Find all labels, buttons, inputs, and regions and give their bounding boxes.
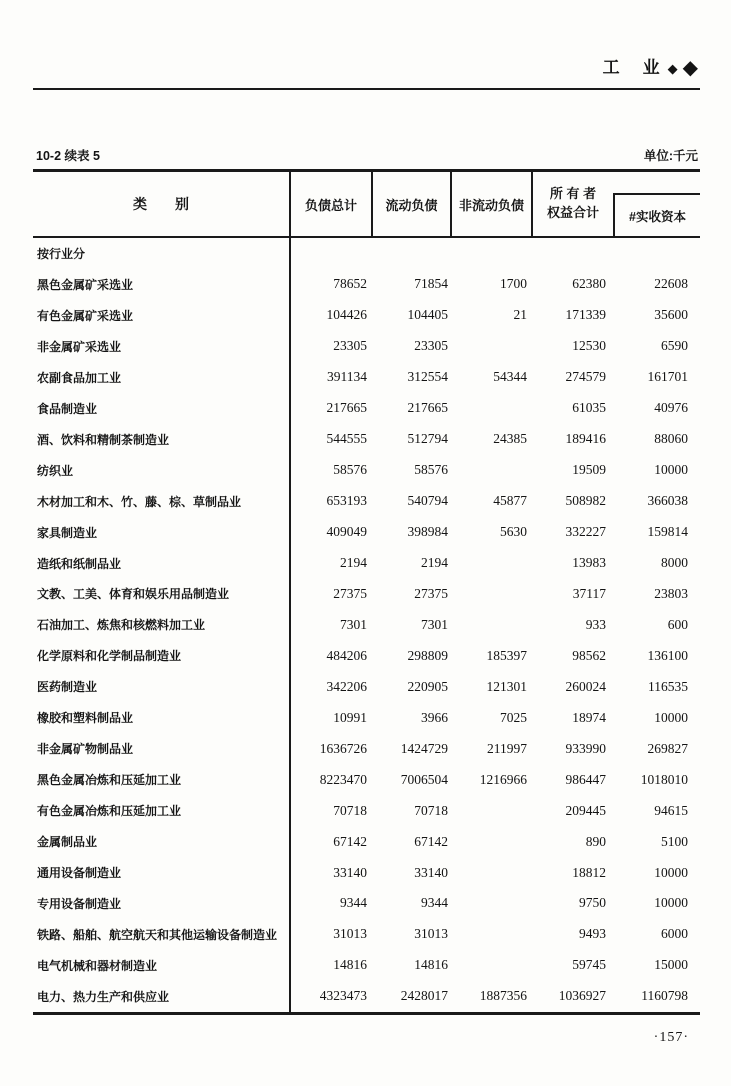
cell-value: 159814 [647, 524, 688, 540]
cell-value: 161701 [647, 369, 688, 385]
cell-value: 58576 [333, 462, 367, 478]
cell-value: 67142 [333, 833, 367, 849]
cell-value: 9750 [579, 895, 606, 911]
cell-value: 104426 [326, 307, 367, 323]
row-label: 有色金属矿采选业 [33, 300, 291, 331]
cell-value: 189416 [565, 431, 606, 447]
cell-value: 9493 [579, 926, 606, 942]
row-label: 电力、热力生产和供应业 [33, 981, 291, 1012]
table-meta [36, 146, 698, 164]
page-number: ·157· [653, 1030, 689, 1045]
paid-in-capital-label: #实收资本 [613, 193, 700, 236]
row-label: 有色金属冶炼和压延加工业 [33, 795, 291, 826]
row-label: 通用设备制造业 [33, 857, 291, 888]
cell-value: 14816 [333, 957, 367, 973]
row-label: 医药制造业 [33, 671, 291, 702]
cell-value: 1887356 [479, 988, 527, 1004]
cell-value: 136100 [647, 647, 688, 663]
cell-value: 54344 [493, 369, 527, 385]
row-label: 黑色金属矿采选业 [33, 269, 291, 300]
cell-value: 7301 [421, 616, 448, 632]
cell-value: 94615 [654, 802, 688, 818]
cell-value: 1160798 [641, 988, 688, 1004]
cell-value: 23803 [654, 585, 688, 601]
cell-value: 10000 [654, 864, 688, 880]
corner-title-text: 工 业 [602, 58, 663, 77]
cell-value: 27375 [333, 585, 367, 601]
cell-value: 933990 [565, 740, 606, 756]
cell-value: 70718 [414, 802, 448, 818]
data-table [33, 169, 700, 1015]
cell-value: 19509 [572, 462, 606, 478]
cell-value: 342206 [326, 678, 367, 694]
table-row [33, 671, 700, 702]
cell-value: 24385 [493, 431, 527, 447]
table-row [33, 238, 700, 269]
cell-value: 9344 [421, 895, 448, 911]
cell-value: 512794 [407, 431, 448, 447]
row-label: 铁路、船舶、航空航天和其他运输设备制造业 [33, 919, 291, 950]
cell-value: 116535 [648, 678, 688, 694]
table-row [33, 269, 700, 300]
table-row [33, 640, 700, 671]
cell-value: 332227 [565, 524, 606, 540]
row-label: 木材加工和木、竹、藤、棕、草制品业 [33, 486, 291, 517]
cell-value: 27375 [414, 585, 448, 601]
cell-value: 18812 [572, 864, 606, 880]
owners-equity-line1: 所 有 者 [549, 186, 597, 202]
cell-value: 10000 [654, 895, 688, 911]
row-label: 文教、工美、体育和娱乐用品制造业 [33, 578, 291, 609]
cell-value: 98562 [572, 647, 606, 663]
cell-value: 398984 [407, 524, 448, 540]
cell-value: 58576 [414, 462, 448, 478]
cell-value: 217665 [407, 400, 448, 416]
cell-value: 6000 [661, 926, 688, 942]
table-row [33, 702, 700, 733]
table-row [33, 950, 700, 981]
col-header-noncurrent-liabilities: 非流动负债 [452, 172, 533, 236]
cell-value: 21 [513, 307, 527, 323]
cell-value: 5100 [661, 833, 688, 849]
cell-value: 22608 [654, 276, 688, 292]
cell-value: 274579 [565, 369, 606, 385]
cell-value: 31013 [333, 926, 367, 942]
table-row [33, 733, 700, 764]
row-label: 非金属矿物制品业 [33, 733, 291, 764]
table-row [33, 857, 700, 888]
cell-value: 653193 [326, 493, 367, 509]
table-row [33, 455, 700, 486]
cell-value: 61035 [572, 400, 606, 416]
cell-value: 31013 [414, 926, 448, 942]
cell-value: 1216966 [479, 771, 527, 787]
cell-value: 10991 [333, 709, 367, 725]
cell-value: 1700 [500, 276, 527, 292]
cell-value: 78652 [333, 276, 367, 292]
cell-value: 18974 [572, 709, 606, 725]
table-row [33, 300, 700, 331]
row-label: 黑色金属冶炼和压延加工业 [33, 764, 291, 795]
row-label: 非金属矿采选业 [33, 331, 291, 362]
cell-value: 6590 [661, 338, 688, 354]
table-row [33, 764, 700, 795]
cell-value: 12530 [572, 338, 606, 354]
row-label: 按行业分 [33, 238, 291, 269]
col-header-category: 类 别 [33, 172, 291, 236]
cell-value: 171339 [565, 307, 606, 323]
cell-value: 7301 [340, 616, 367, 632]
cell-value: 8000 [661, 555, 688, 570]
table-body [33, 238, 700, 1012]
page-corner-title [603, 58, 698, 78]
col-header-liabilities-total: 负债总计 [291, 172, 373, 236]
table-row [33, 609, 700, 640]
row-label: 橡胶和塑料制品业 [33, 702, 291, 733]
table-row [33, 393, 700, 424]
cell-value: 37117 [572, 585, 606, 601]
cell-value: 544555 [326, 431, 367, 447]
cell-value: 3966 [421, 709, 448, 725]
row-label: 电气机械和器材制造业 [33, 950, 291, 981]
cell-value: 7025 [500, 709, 527, 725]
cell-value: 70718 [333, 802, 367, 818]
row-label: 食品制造业 [33, 393, 291, 424]
cell-value: 540794 [407, 493, 448, 509]
cell-value: 14816 [414, 957, 448, 973]
cell-value: 508982 [565, 493, 606, 509]
cell-value: 1636726 [319, 740, 367, 756]
table-row [33, 919, 700, 950]
cell-value: 220905 [407, 678, 448, 694]
cell-value: 62380 [572, 276, 606, 292]
table-row [33, 826, 700, 857]
table-row [33, 486, 700, 517]
cell-value: 7006504 [400, 771, 448, 787]
cell-value: 1036927 [558, 988, 606, 1004]
row-label: 专用设备制造业 [33, 888, 291, 919]
table-row [33, 517, 700, 548]
row-label: 家具制造业 [33, 517, 291, 548]
cell-value: 45877 [493, 493, 527, 509]
table-row [33, 888, 700, 919]
cell-value: 217665 [326, 400, 367, 416]
cell-value: 10000 [654, 462, 688, 478]
header-divider [33, 88, 700, 90]
cell-value: 40976 [654, 400, 688, 416]
cell-value: 260024 [565, 678, 606, 694]
cell-value: 10000 [654, 709, 688, 725]
cell-value: 185397 [486, 647, 527, 663]
cell-value: 986447 [565, 771, 606, 787]
diamond-icon: ◆ [682, 57, 698, 79]
cell-value: 33140 [333, 864, 367, 880]
cell-value: 2194 [421, 555, 448, 570]
table-header [33, 172, 700, 238]
table-row [33, 424, 700, 455]
col-header-paid-in-capital [613, 172, 700, 236]
cell-value: 600 [667, 616, 688, 632]
cell-value: 366038 [647, 493, 688, 509]
cell-value: 391134 [327, 369, 367, 385]
cell-value: 88060 [654, 431, 688, 447]
cell-value: 67142 [414, 833, 448, 849]
cell-value: 23305 [333, 338, 367, 354]
cell-value: 933 [585, 616, 606, 632]
cell-value: 409049 [326, 524, 367, 540]
cell-value: 35600 [654, 307, 688, 323]
table-row [33, 362, 700, 393]
cell-value: 298809 [407, 647, 448, 663]
cell-value: 59745 [572, 957, 606, 973]
cell-value: 269827 [647, 740, 688, 756]
cell-value: 33140 [414, 864, 448, 880]
table-ref: 10-2 续表 5 [36, 149, 100, 163]
table-row [33, 331, 700, 362]
owners-equity-line2: 权益合计 [546, 205, 599, 220]
row-label: 石油加工、炼焦和核燃料加工业 [33, 609, 291, 640]
cell-value: 1424729 [400, 740, 448, 756]
cell-value: 15000 [654, 957, 688, 973]
cell-value: 209445 [565, 802, 606, 818]
cell-value: 5630 [500, 524, 527, 540]
cell-value: 2428017 [400, 988, 448, 1004]
cell-value: 121301 [486, 678, 527, 694]
cell-value: 8223470 [319, 771, 367, 787]
row-label: 金属制品业 [33, 826, 291, 857]
col-header-current-liabilities: 流动负债 [373, 172, 452, 236]
table-row [33, 548, 700, 579]
row-label: 纺织业 [33, 455, 291, 486]
table-row [33, 795, 700, 826]
col-header-owners-equity [533, 172, 613, 236]
row-label: 酒、饮料和精制茶制造业 [33, 424, 291, 455]
cell-value: 13983 [572, 555, 606, 570]
cell-value: 23305 [414, 338, 448, 354]
cell-value: 484206 [326, 647, 367, 663]
cell-value: 890 [585, 833, 606, 849]
cell-value: 312554 [407, 369, 448, 385]
cell-value: 211997 [487, 740, 527, 756]
cell-value: 9344 [340, 895, 367, 911]
cell-value: 71854 [414, 276, 448, 292]
cell-value: 104405 [407, 307, 448, 323]
row-label: 化学原料和化学制品制造业 [33, 640, 291, 671]
unit-label: 单位:千元 [643, 149, 698, 163]
cell-value: 2194 [340, 555, 367, 570]
diamond-icon: ◆ [667, 61, 678, 76]
row-label: 农副食品加工业 [33, 362, 291, 393]
cell-value: 1018010 [640, 771, 688, 787]
table-row [33, 981, 700, 1012]
cell-value: 4323473 [319, 988, 367, 1004]
table-row [33, 578, 700, 609]
row-label: 造纸和纸制品业 [33, 548, 291, 579]
